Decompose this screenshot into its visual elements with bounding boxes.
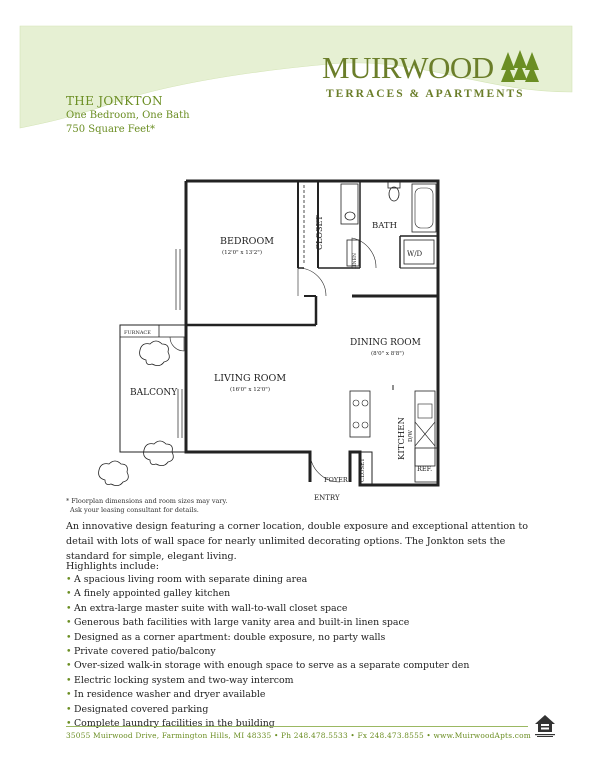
floorplan-note [66, 497, 366, 515]
foyer-closet-label: CLOSET [360, 458, 366, 482]
kitchen-label: KITCHEN [397, 417, 407, 460]
living-room-label: LIVING ROOM [214, 373, 287, 384]
entry-label: ENTRY [314, 494, 340, 502]
bedroom-dims: (12'0" x 13'2") [222, 250, 262, 256]
brand-tagline: TERRACES & APARTMENTS [326, 88, 525, 100]
floor-plan [60, 160, 460, 505]
foyer-label: FOYER [324, 476, 348, 484]
bedroom-label: BEDROOM [220, 236, 274, 247]
bath-label: BATH [372, 221, 398, 231]
linen-label: LINEN [353, 253, 358, 269]
highlight-item: • Generous bath facilities with large vanity area and built-in linen space [66, 616, 469, 630]
highlight-item: • Designated covered parking [66, 703, 469, 717]
brand-name: MUIRWOOD [322, 50, 494, 85]
unit-area: 750 Square Feet* [66, 124, 156, 135]
highlight-item: • Private covered patio/balcony [66, 645, 469, 659]
footer-divider [66, 726, 528, 727]
highlight-item: • Over-sized walk-in storage with enough space to serve as a separate computer den [66, 659, 469, 673]
balcony-label: BALCONY [130, 388, 178, 398]
highlight-item: • In residence washer and dryer available [66, 688, 469, 702]
equal-housing-icon [532, 712, 558, 738]
highlight-item: • Complete laundry facilities in the building [66, 717, 469, 731]
unit-type: One Bedroom, One Bath [66, 110, 190, 121]
note-line-1: * Floorplan dimensions and room sizes may vary. [66, 497, 228, 505]
brand-logo [322, 48, 542, 108]
highlight-item: • A finely appointed galley kitchen [66, 587, 469, 601]
highlights-list [66, 573, 469, 731]
highlight-item: • Designed as a corner apartment: double exposure, no party walls [66, 631, 469, 645]
highlights-title: Highlights include: [66, 561, 159, 572]
wd-label: W/D [407, 250, 423, 258]
note-line-2: Ask your leasing consultant for details. [70, 506, 199, 514]
unit-title: THE JONKTON [66, 94, 163, 108]
footer-contact: 35055 Muirwood Drive, Farmington Hills, MI 48335 • Ph 248.478.5533 • Fx 248.473.8555 • www.MuirwoodApts.com [66, 731, 531, 740]
ref-label: REF. [417, 465, 433, 473]
dining-room-label: DINING ROOM [350, 338, 421, 348]
closet-label: CLOSET [315, 215, 324, 250]
highlight-item: • A spacious living room with separate dining area [66, 573, 469, 587]
highlight-item: • An extra-large master suite with wall-to-wall closet space [66, 602, 469, 616]
dw-label: D/W [408, 430, 414, 442]
living-room-dims: (16'0" x 12'0") [230, 387, 270, 393]
tree-icon [500, 50, 540, 86]
highlight-item: • Electric locking system and two-way intercom [66, 674, 469, 688]
unit-description: An innovative design featuring a corner location, double exposure and exceptional attention to detail with lots of wall space for nearly unlimited decorating options. The Jonkton sets the standard for simple, elegant living. [66, 521, 529, 562]
furnace-label: FURNACE [124, 330, 151, 336]
dining-room-dims: (8'0" x 8'8") [371, 351, 404, 357]
